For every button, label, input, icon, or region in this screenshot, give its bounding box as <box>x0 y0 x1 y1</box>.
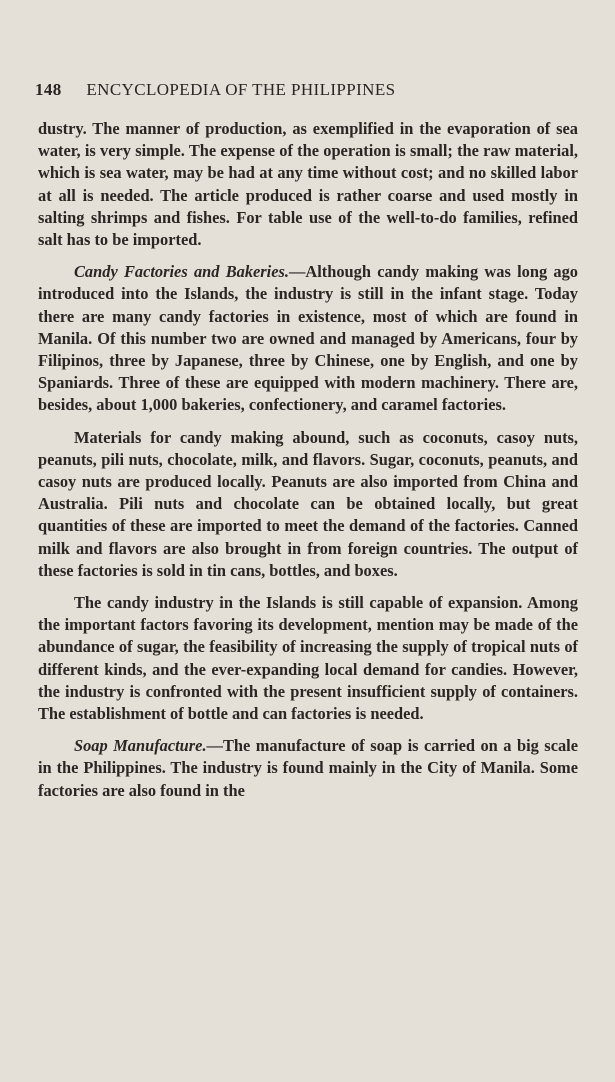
paragraph-salt-continuation <box>38 118 578 251</box>
paragraph-text: dustry. The manner of production, as exemplified in the evaporation of sea water, is very simple. The expense of the operation is small; the raw material, which is sea water, may be had at any time without cost; and no skilled labor at all is needed. The article produced is rather coarse and used mostly in salting shrimps and fishes. For table use of the well-to-do families, refined salt has to be imported. <box>38 119 578 250</box>
paragraph-text: The candy industry in the Islands is still capable of expansion. Among the important factors favoring its development, mention may be made of the abundance of sugar, the feasibility of increasing the supply of tropical nuts of different kinds, and the ever-expanding local demand for candies. However, the industry is confronted with the present insufficient supply of containers. The establishment of bottle and can factories is needed. <box>38 593 578 724</box>
page-header <box>35 80 396 100</box>
running-title: ENCYCLOPEDIA OF THE PHILIPPINES <box>86 80 396 99</box>
paragraph-candy-expansion <box>38 592 578 725</box>
paragraph-soap-manufacture <box>38 735 578 802</box>
section-heading-soap-manufacture: Soap Manufacture. <box>74 736 207 756</box>
paragraph-text: —The manufacture of soap is carried on a big scale in the Philippines. The industry is found mainly in the City of Manila. Some factories are also found in the <box>38 736 578 800</box>
paragraph-candy-materials <box>38 427 578 582</box>
paragraph-text: —Although candy making was long ago introduced into the Islands, the industry is still in the infant stage. Today there are many candy factories in existence, most of which are found in Manila. Of this number two are owned and managed by Americans, four by Filipinos, three by Japanese, three by Chinese, one by English, and one by Spaniards. Three of these are equipped with modern machinery. There are, besides, about 1,000 bakeries, confectionery, and caramel factories. <box>38 262 578 415</box>
paragraph-candy-factories <box>38 261 578 416</box>
body-text <box>38 118 578 812</box>
page-number: 148 <box>35 80 62 99</box>
section-heading-candy-factories: Candy Factories and Bakeries. <box>74 262 289 282</box>
paragraph-text: Materials for candy making abound, such as coconuts, casoy nuts, peanuts, pili nuts, chocolate, milk, and flavors. Sugar, coconuts, peanuts, and casoy nuts are produced locally. Peanuts are also imported from China and Australia. Pili nuts and chocolate can be obtained locally, but great quantities of these are imported to meet the demand of the factories. Canned milk and flavors are also brought in from foreign countries. The output of these factories is sold in tin cans, bottles, and boxes. <box>38 427 578 580</box>
